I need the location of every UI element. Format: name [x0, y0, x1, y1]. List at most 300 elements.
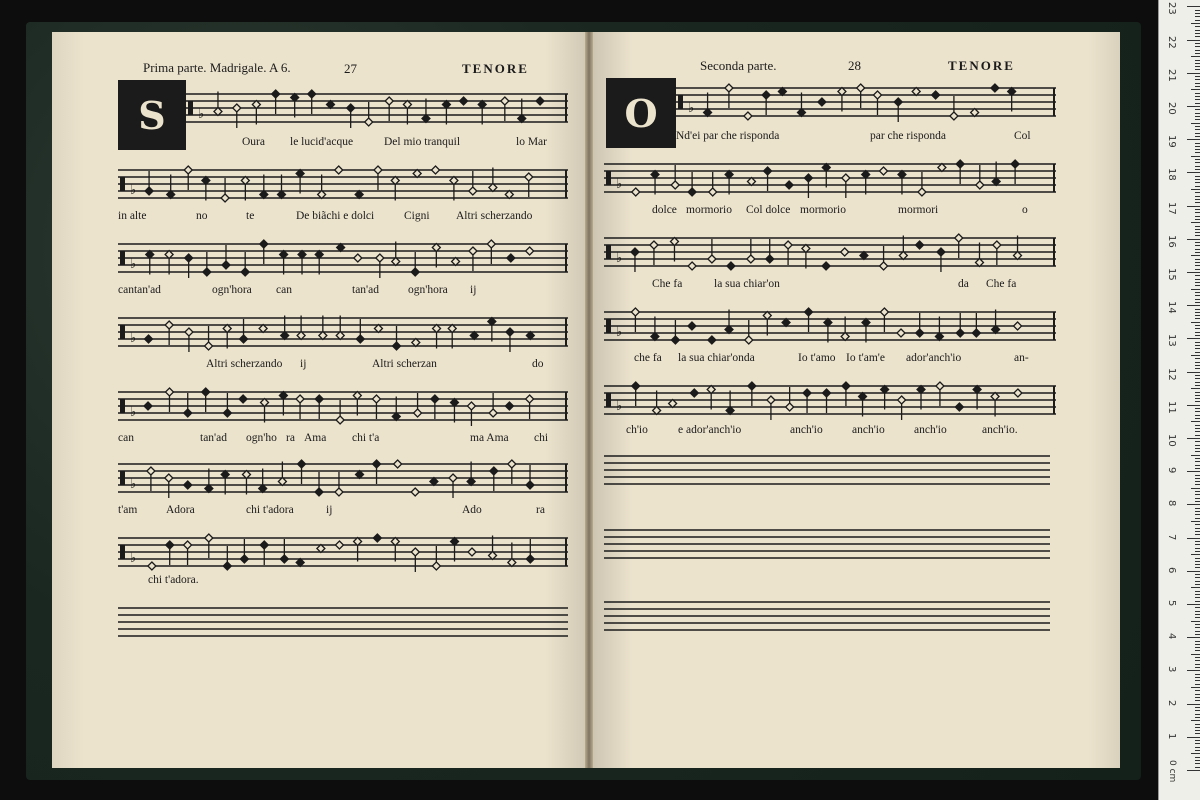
ruler-tick — [1187, 40, 1200, 41]
note-head — [708, 336, 716, 344]
note-head — [991, 84, 999, 92]
note-head — [525, 173, 533, 181]
note-head — [822, 262, 830, 270]
ruler-tick — [1195, 13, 1200, 14]
note-head — [932, 91, 940, 99]
ruler-tick — [1195, 133, 1200, 134]
ruler-tick — [1195, 365, 1200, 366]
ruler-tick — [1195, 382, 1200, 383]
ruler-tick — [1195, 551, 1200, 552]
ruler-tick — [1187, 405, 1200, 406]
ruler-tick — [1195, 465, 1200, 466]
ruler-tick — [1191, 388, 1200, 389]
note-head — [916, 241, 924, 249]
ruler-tick — [1195, 534, 1200, 535]
left-page-number: 27 — [344, 61, 357, 76]
ruler-tick — [1195, 514, 1200, 515]
ruler-tick — [1195, 328, 1200, 329]
lyric: le lucid'acque — [290, 136, 354, 148]
note-head — [373, 460, 381, 468]
note-head — [272, 90, 280, 98]
flat-sign: ♭ — [130, 477, 137, 492]
lyric: lo Mar — [516, 136, 547, 148]
note-head — [431, 166, 439, 174]
lyric: Cigni — [404, 210, 430, 222]
ruler-tick — [1195, 508, 1200, 509]
ruler-tick — [1195, 332, 1200, 333]
flat-sign: ♭ — [130, 551, 137, 566]
ruler-tick — [1195, 541, 1200, 542]
ruler-tick — [1191, 89, 1200, 90]
c-clef — [120, 177, 125, 191]
note-head — [766, 255, 774, 263]
note-head — [336, 416, 344, 424]
note-head — [956, 329, 964, 337]
ruler-tick — [1195, 431, 1200, 432]
right-staff-5 — [604, 378, 1056, 418]
c-clef — [606, 245, 611, 259]
flat-sign: ♭ — [130, 405, 137, 420]
note-head — [784, 241, 792, 249]
c-clef — [188, 101, 193, 115]
note-head — [260, 541, 268, 549]
note-head — [280, 555, 288, 563]
note-head — [347, 104, 355, 112]
ruler-tick — [1195, 641, 1200, 642]
ruler-tick — [1195, 159, 1200, 160]
ruler-tick — [1195, 245, 1200, 246]
lyric: an- — [1014, 352, 1029, 364]
note-head — [857, 84, 865, 92]
ruler-tick — [1187, 438, 1200, 439]
ruler-number: 11 — [1166, 400, 1177, 414]
ruler-tick — [1195, 631, 1200, 632]
ruler-tick — [1195, 292, 1200, 293]
flat-sign: ♭ — [130, 183, 137, 198]
note-head — [955, 234, 963, 242]
ruler-tick — [1187, 172, 1200, 173]
lyric: chi t'adora — [246, 504, 294, 516]
ruler-tick — [1195, 259, 1200, 260]
lyric: no — [196, 210, 208, 222]
note-head — [354, 254, 362, 262]
lyric: Io t'am'e — [846, 352, 885, 364]
ruler-tick — [1195, 46, 1200, 47]
note-head — [147, 467, 155, 475]
ruler-tick — [1195, 650, 1200, 651]
ruler-tick — [1195, 262, 1200, 263]
ruler-tick — [1195, 757, 1200, 758]
note-head — [993, 241, 1001, 249]
ruler-number: 12 — [1166, 367, 1177, 381]
ruler-tick — [1187, 6, 1200, 7]
ruler-tick — [1195, 428, 1200, 429]
ruler-tick — [1195, 674, 1200, 675]
c-clef — [678, 95, 683, 109]
note-head — [632, 382, 640, 390]
note-head — [385, 97, 393, 105]
ruler-tick — [1187, 637, 1200, 638]
ruler-tick — [1195, 50, 1200, 51]
ruler-tick — [1195, 700, 1200, 701]
note-head — [501, 97, 509, 105]
c-clef — [120, 251, 125, 265]
ruler-number: 15 — [1166, 268, 1177, 281]
ruler-tick — [1195, 528, 1200, 529]
lyric: ij — [300, 358, 307, 370]
ruler-tick — [1195, 302, 1200, 303]
ruler-tick — [1195, 352, 1200, 353]
note-head — [414, 409, 422, 417]
ruler-tick — [1187, 538, 1200, 539]
lyric: in alte — [118, 210, 147, 222]
ruler-tick — [1195, 66, 1200, 67]
ruler-tick — [1187, 471, 1200, 472]
note-head — [185, 328, 193, 336]
note-head — [818, 98, 826, 106]
ruler-tick — [1191, 156, 1200, 157]
ruler-tick — [1195, 478, 1200, 479]
right-page-voice-label: TENORE — [948, 58, 1015, 73]
lyric: te — [246, 210, 255, 222]
left-staff-8-empty — [118, 600, 568, 640]
left-page-voice-label: TENORE — [462, 61, 529, 76]
ruler-tick — [1195, 342, 1200, 343]
note-head — [335, 166, 343, 174]
right-staff-8-empty — [604, 594, 1050, 634]
note-head — [748, 382, 756, 390]
ruler-tick — [1191, 421, 1200, 422]
book-gutter — [585, 32, 593, 768]
lyric: o — [1022, 204, 1028, 216]
ruler-tick — [1195, 212, 1200, 213]
note-head — [335, 541, 343, 549]
note-head — [880, 262, 888, 270]
ruler-tick — [1195, 518, 1200, 519]
ruler-tick — [1195, 667, 1200, 668]
ruler-tick — [1195, 714, 1200, 715]
lyric: Ama — [304, 432, 327, 444]
note-head — [632, 188, 640, 196]
flat-sign: ♭ — [616, 325, 623, 340]
ruler-tick — [1195, 116, 1200, 117]
note-head — [411, 488, 419, 496]
ruler-tick — [1195, 169, 1200, 170]
note-head — [372, 395, 380, 403]
note-head — [505, 402, 513, 410]
ruler-tick — [1195, 129, 1200, 130]
ruler-number: 9 — [1166, 467, 1177, 474]
flat-sign: ♭ — [688, 101, 695, 116]
note-head — [955, 403, 963, 411]
ruler-number: 23 — [1166, 2, 1177, 16]
lyric: chi t'adora. — [148, 574, 199, 586]
ruler-tick — [1195, 494, 1200, 495]
ruler-number: 20 — [1166, 102, 1177, 115]
ruler-tick — [1195, 475, 1200, 476]
note-head — [489, 409, 497, 417]
ruler-tick — [1195, 597, 1200, 598]
ruler-tick — [1195, 146, 1200, 147]
lyric: Che fa — [986, 278, 1017, 290]
ruler-tick — [1195, 747, 1200, 748]
note-head — [145, 187, 153, 195]
note-head — [950, 112, 958, 120]
left-staff-7 — [118, 530, 568, 570]
lyric: da — [958, 278, 969, 290]
note-head — [240, 335, 248, 343]
note-head — [894, 98, 902, 106]
ruler-tick — [1195, 86, 1200, 87]
ruler-tick — [1195, 76, 1200, 77]
ruler-tick — [1195, 624, 1200, 625]
ruler-tick — [1195, 152, 1200, 153]
ruler-tick — [1195, 677, 1200, 678]
note-head — [1014, 322, 1022, 330]
ruler-number: 2 — [1166, 699, 1177, 706]
ruler-tick — [1195, 564, 1200, 565]
note-head — [631, 308, 639, 316]
ruler-tick — [1195, 30, 1200, 31]
ruler-number: 10 — [1166, 434, 1177, 447]
lyric: Ado — [462, 504, 482, 516]
right-page-number: 28 — [848, 58, 861, 73]
ruler-tick — [1191, 56, 1200, 57]
c-clef — [120, 471, 125, 485]
note-head — [650, 241, 658, 249]
ruler-tick — [1195, 398, 1200, 399]
ruler-tick — [1195, 690, 1200, 691]
lyric: ogn'hora — [212, 284, 252, 296]
left-staff-3 — [118, 236, 568, 276]
lyric: par che risponda — [870, 130, 946, 142]
note-head — [469, 187, 477, 195]
ruler-tick — [1195, 279, 1200, 280]
ruler-tick — [1195, 93, 1200, 94]
note-head — [526, 555, 534, 563]
right-staff-1 — [676, 80, 1056, 120]
ruler-tick — [1187, 206, 1200, 207]
ruler-tick — [1195, 468, 1200, 469]
ruler-tick — [1195, 378, 1200, 379]
ruler-tick — [1191, 123, 1200, 124]
ruler-tick — [1187, 737, 1200, 738]
ruler-tick — [1191, 654, 1200, 655]
ruler-tick — [1195, 186, 1200, 187]
ruler-tick — [1195, 684, 1200, 685]
ruler-tick — [1195, 348, 1200, 349]
note-head — [221, 194, 229, 202]
ruler-tick — [1195, 99, 1200, 100]
ruler-tick — [1195, 611, 1200, 612]
note-head — [725, 84, 733, 92]
ruler-tick — [1195, 707, 1200, 708]
ruler-tick — [1195, 282, 1200, 283]
ruler-tick — [1195, 318, 1200, 319]
ruler-tick — [1195, 229, 1200, 230]
note-head — [376, 254, 384, 262]
note-head — [631, 248, 639, 256]
ruler-tick — [1191, 23, 1200, 24]
lyric: ch'io — [626, 424, 648, 436]
ruler-tick — [1195, 192, 1200, 193]
flat-sign: ♭ — [616, 399, 623, 414]
note-head — [393, 342, 401, 350]
lyric: anch'io — [790, 424, 823, 436]
ruler-tick — [1195, 69, 1200, 70]
lyric: t'am — [118, 504, 138, 516]
ruler-tick — [1195, 202, 1200, 203]
ruler-tick — [1195, 763, 1200, 764]
note-head — [223, 562, 231, 570]
ruler-tick — [1195, 299, 1200, 300]
note-head — [762, 91, 770, 99]
ruler-tick — [1191, 687, 1200, 688]
ruler-tick — [1195, 315, 1200, 316]
note-head — [205, 534, 213, 542]
ruler-tick — [1195, 415, 1200, 416]
ruler-tick — [1187, 704, 1200, 705]
note-head — [184, 166, 192, 174]
note-head — [205, 342, 213, 350]
ruler-tick — [1191, 621, 1200, 622]
ruler-tick — [1195, 425, 1200, 426]
ruler-tick — [1187, 305, 1200, 306]
ruler-tick — [1195, 411, 1200, 412]
note-head — [805, 308, 813, 316]
lyric: mormorio — [686, 204, 732, 216]
ruler-tick — [1195, 10, 1200, 11]
ruler-tick — [1195, 727, 1200, 728]
ruler-tick — [1195, 196, 1200, 197]
ruler-tick — [1195, 717, 1200, 718]
ruler-number: 1 — [1166, 732, 1177, 740]
note-head — [671, 181, 679, 189]
note-head — [365, 118, 373, 126]
ruler-tick — [1195, 750, 1200, 751]
note-head — [239, 395, 247, 403]
note-head — [918, 188, 926, 196]
note-head — [785, 181, 793, 189]
ruler-number: 8 — [1166, 500, 1177, 507]
ruler-tick — [1195, 591, 1200, 592]
ruler-tick — [1195, 179, 1200, 180]
note-head — [487, 240, 495, 248]
ruler-tick — [1195, 43, 1200, 44]
ruler-tick — [1191, 554, 1200, 555]
note-head — [374, 166, 382, 174]
note-head — [241, 268, 249, 276]
ruler-tick — [1187, 272, 1200, 273]
note-head — [506, 328, 514, 336]
ruler-tick — [1195, 219, 1200, 220]
ruler-tick — [1195, 484, 1200, 485]
ruler-tick — [1187, 571, 1200, 572]
ruler-tick — [1195, 767, 1200, 768]
ruler-tick — [1187, 106, 1200, 107]
note-head — [879, 167, 887, 175]
decorated-initial-s: S — [118, 80, 186, 150]
flat-sign: ♭ — [130, 257, 137, 272]
ruler-tick — [1187, 670, 1200, 671]
note-head — [744, 112, 752, 120]
c-clef — [120, 545, 125, 559]
ruler-tick — [1195, 96, 1200, 97]
ruler-tick — [1187, 338, 1200, 339]
ruler-number: 14 — [1166, 301, 1177, 314]
note-head — [936, 382, 944, 390]
note-head — [394, 460, 402, 468]
note-head — [223, 409, 231, 417]
note-head — [202, 388, 210, 396]
ruler-tick — [1195, 309, 1200, 310]
ruler-tick — [1195, 584, 1200, 585]
note-head — [690, 389, 698, 397]
ruler-tick — [1195, 558, 1200, 559]
ruler-tick — [1195, 325, 1200, 326]
note-head — [688, 322, 696, 330]
note-head — [526, 247, 534, 255]
note-head — [1014, 389, 1022, 397]
lyric: ra — [536, 504, 545, 516]
ruler-tick — [1195, 216, 1200, 217]
ruler-tick — [1195, 458, 1200, 459]
right-staff-7-empty — [604, 522, 1050, 562]
ruler-tick — [1195, 601, 1200, 602]
lyric: can — [276, 284, 292, 296]
ruler-tick — [1195, 166, 1200, 167]
lyric: Col — [1014, 130, 1031, 142]
c-clef — [120, 325, 125, 339]
ruler-number: 13 — [1166, 334, 1177, 348]
lyric: la sua chiar'onda — [678, 352, 755, 364]
ruler-tick — [1195, 445, 1200, 446]
flat-sign: ♭ — [130, 331, 137, 346]
ruler-tick — [1191, 289, 1200, 290]
ruler-tick — [1195, 435, 1200, 436]
note-head — [184, 481, 192, 489]
lyric: anch'io — [914, 424, 947, 436]
note-head — [298, 460, 306, 468]
ruler-tick — [1195, 295, 1200, 296]
flat-sign: ♭ — [616, 177, 623, 192]
ruler-tick — [1195, 232, 1200, 233]
lyric: Altri scherzan — [372, 358, 437, 370]
ruler-tick — [1195, 581, 1200, 582]
ruler-tick — [1195, 531, 1200, 532]
ruler-tick — [1195, 269, 1200, 270]
ruler-tick — [1195, 418, 1200, 419]
note-head — [165, 474, 173, 482]
lyric: ra — [286, 432, 295, 444]
c-clef — [120, 399, 125, 413]
note-head — [803, 389, 811, 397]
note-head — [468, 548, 476, 556]
lyric: do — [532, 358, 544, 370]
ruler-tick — [1195, 249, 1200, 250]
ruler-tick — [1195, 634, 1200, 635]
ruler-tick — [1195, 760, 1200, 761]
ruler-tick — [1195, 594, 1200, 595]
note-head — [873, 91, 881, 99]
ruler-tick — [1195, 710, 1200, 711]
ruler-tick — [1187, 770, 1200, 771]
note-head — [166, 541, 174, 549]
ruler-unit: 0 cm — [1167, 760, 1177, 783]
ruler-tick — [1195, 574, 1200, 575]
lyric: ij — [326, 504, 333, 516]
note-head — [937, 248, 945, 256]
